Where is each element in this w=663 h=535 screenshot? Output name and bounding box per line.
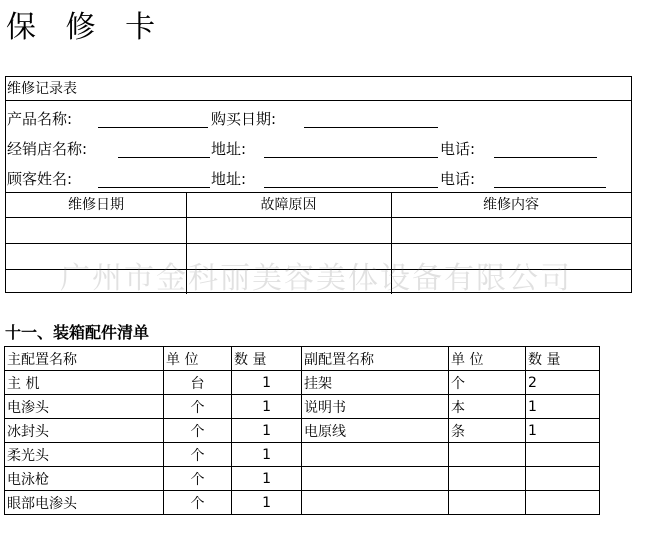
parts-list-table [4,346,600,515]
main-part-qty: 1 [232,467,302,491]
accessory-unit [449,491,526,515]
accessory-name [302,491,449,515]
page-title: 保 修 卡 [6,10,166,45]
company-watermark: 广州市金科丽美容美体设备有限公司 [60,261,572,296]
table-row [5,395,600,419]
repair-record-form [5,76,632,293]
accessory-qty [526,443,600,467]
dealer-address-label: 地址: [211,140,247,158]
main-part-unit: 个 [164,419,232,443]
main-part-qty: 1 [232,395,302,419]
main-part-name: 柔光头 [5,443,164,467]
main-part-unit: 个 [164,443,232,467]
purchase-date-label: 购买日期: [211,110,277,128]
accessory-name [302,443,449,467]
accessory-unit [449,467,526,491]
dealer-name-field[interactable] [118,157,210,158]
product-name-field[interactable] [98,127,208,128]
dealer-name-label: 经销店名称: [7,140,88,158]
table-row [5,467,600,491]
accessory-name: 说明书 [302,395,449,419]
accessory-name [302,467,449,491]
main-part-name: 电渗头 [5,395,164,419]
main-part-name: 冰封头 [5,419,164,443]
customer-address-label: 地址: [211,170,247,188]
accessory-qty: 1 [526,395,600,419]
accessory-qty [526,467,600,491]
main-part-qty: 1 [232,371,302,395]
accessory-qty: 2 [526,371,600,395]
customer-address-field[interactable] [264,187,438,188]
customer-name-field[interactable] [98,187,210,188]
header-cell: 主配置名称 [5,347,164,371]
main-part-name: 眼部电渗头 [5,491,164,515]
main-part-qty: 1 [232,491,302,515]
divider [6,269,631,270]
col-repair-content: 维修内容 [483,197,539,213]
customer-phone-field[interactable] [494,187,606,188]
divider [6,192,631,193]
accessory-unit: 条 [449,419,526,443]
main-part-name: 主 机 [5,371,164,395]
record-header: 维修记录表 [7,81,77,97]
table-header-row [5,347,600,371]
accessory-unit: 本 [449,395,526,419]
col-repair-date: 维修日期 [68,197,124,213]
header-cell: 单 位 [164,347,232,371]
accessory-qty: 1 [526,419,600,443]
main-part-unit: 台 [164,371,232,395]
purchase-date-field[interactable] [304,127,438,128]
main-part-qty: 1 [232,419,302,443]
table-row [5,443,600,467]
main-part-name: 电泳枪 [5,467,164,491]
header-cell: 数 量 [526,347,600,371]
header-cell: 数 量 [232,347,302,371]
accessory-name: 电原线 [302,419,449,443]
col-fault-reason: 故障原因 [260,197,317,213]
table-row [5,491,600,515]
divider [6,217,631,218]
header-cell: 单 位 [449,347,526,371]
table-row [5,371,600,395]
divider [6,243,631,244]
main-part-unit: 个 [164,491,232,515]
section-title: 十一、装箱配件清单 [5,323,150,342]
accessory-qty [526,491,600,515]
main-part-unit: 个 [164,395,232,419]
divider [6,100,631,101]
dealer-phone-label: 电话: [440,140,476,158]
accessory-unit [449,443,526,467]
accessory-unit: 个 [449,371,526,395]
dealer-phone-field[interactable] [494,157,597,158]
customer-name-label: 顾客姓名: [7,170,73,188]
main-part-qty: 1 [232,443,302,467]
main-part-unit: 个 [164,467,232,491]
accessory-name: 挂架 [302,371,449,395]
header-cell: 副配置名称 [302,347,449,371]
table-row [5,419,600,443]
dealer-address-field[interactable] [264,157,438,158]
product-name-label: 产品名称: [7,110,73,128]
customer-phone-label: 电话: [440,170,476,188]
